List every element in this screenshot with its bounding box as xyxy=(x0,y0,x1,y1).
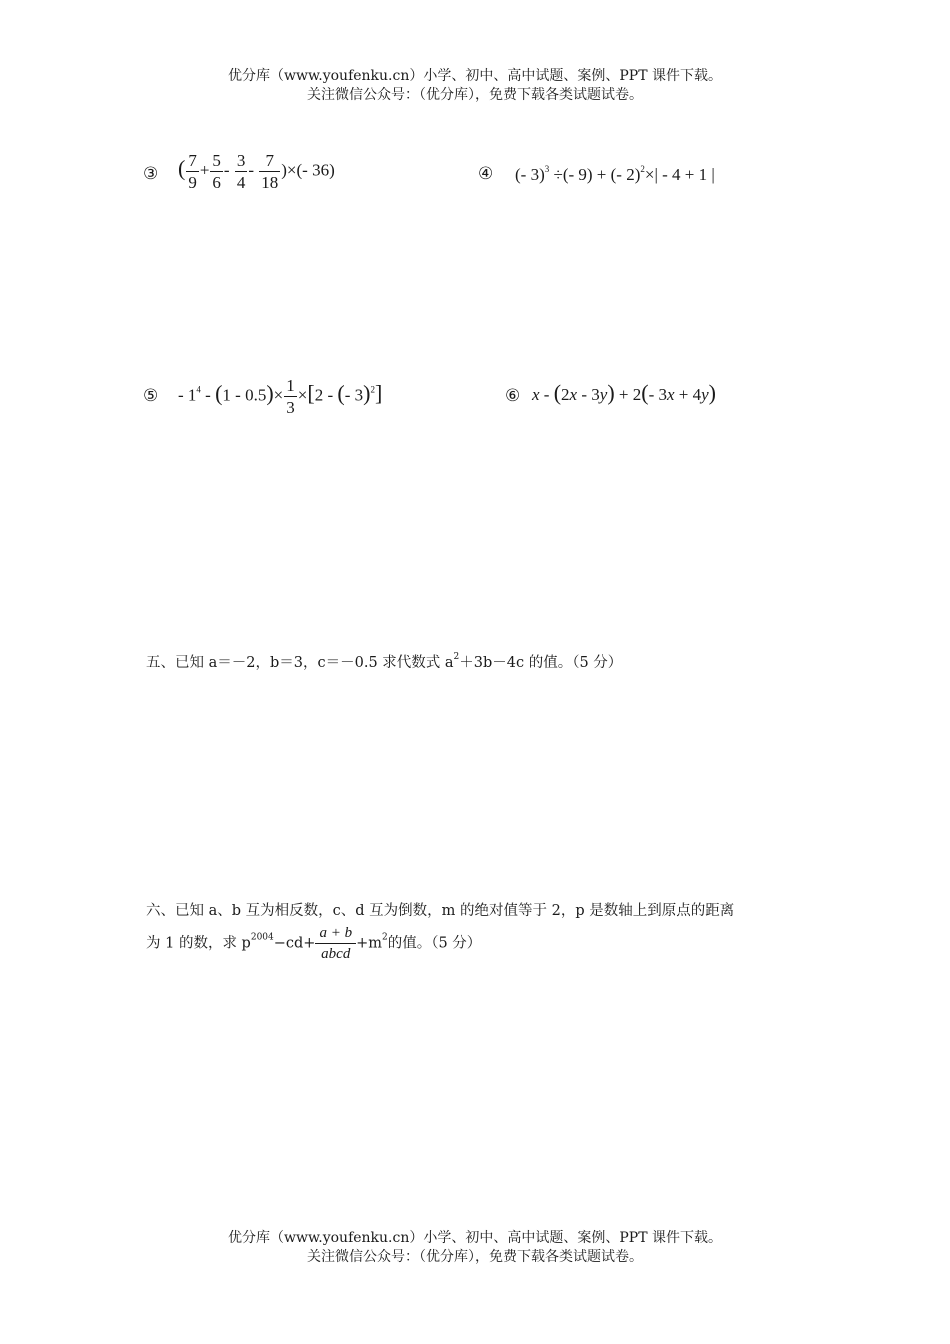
problem-5-expression: - $1^4 - (1 - 0.5)\times$ $\frac{1}{3}$ ×[2 - (- 3)$^2$] xyxy=(178,376,383,417)
problem-4-expression: (- 3)$^3$ ÷(- 9) + (- 2)$^2$×| - 4 + 1 | xyxy=(515,164,715,184)
question-6-line-2: 为 1 的数，求 $p^{2004}-cd+$ $\frac{a + b}{\text{abcd}}$ $+m^2$的值。（5 分） xyxy=(146,925,482,962)
footer-banner xyxy=(0,1229,950,1267)
problem-6 xyxy=(0,375,950,425)
question-6 xyxy=(146,899,826,979)
header-banner xyxy=(0,67,950,105)
fraction: $\frac{a + b}{\text{abcd}}$ xyxy=(315,923,356,964)
problem-5-marker: ⑤ xyxy=(143,386,159,406)
banner-line-1: 优分库（www.youfenku.cn）小学、初中、高中试题、案例、PPT 课件下载。 xyxy=(227,1230,722,1246)
fraction: $\frac{5}{6}$ xyxy=(212,151,221,192)
problem-4-marker: ④ xyxy=(478,164,494,184)
problem-3-expression: ( $\frac{7}{9}$ + $\frac{5}{6}$ - $\frac{3}{4}$ - $\frac{7}{18}$ )×(- 36) xyxy=(178,151,335,192)
question-6-line-1: 六、已知 a、b 互为相反数，c、d 互为倒数，m 的绝对值等于 2，p 是数轴上到原点的距离 xyxy=(146,903,735,919)
problem-4 xyxy=(0,150,950,200)
fraction: $\frac{7}{18}$ xyxy=(261,151,279,192)
fraction: $\frac{1}{3}$ xyxy=(286,376,295,417)
problem-6-expression: x - (2x - 3y) + 2(- 3x + 4y) xyxy=(532,380,716,405)
problem-3-marker: ③ xyxy=(143,164,159,184)
banner-line-2: 关注微信公众号：（优分库），免费下载各类试题试卷。 xyxy=(307,87,643,103)
fraction: $\frac{7}{9}$ xyxy=(188,151,197,192)
problem-6-marker: ⑥ xyxy=(505,386,521,406)
banner-line-1: 优分库（www.youfenku.cn）小学、初中、高中试题、案例、PPT 课件下载。 xyxy=(227,68,722,84)
banner-line-2: 关注微信公众号：（优分库），免费下载各类试题试卷。 xyxy=(307,1249,643,1265)
question-5: 五、已知 a＝－2，b＝3，c＝－0.5 求代数式 $a^2+3b-4c$ 的值。（5 分） xyxy=(146,652,623,671)
fraction: $\frac{3}{4}$ xyxy=(236,151,246,192)
